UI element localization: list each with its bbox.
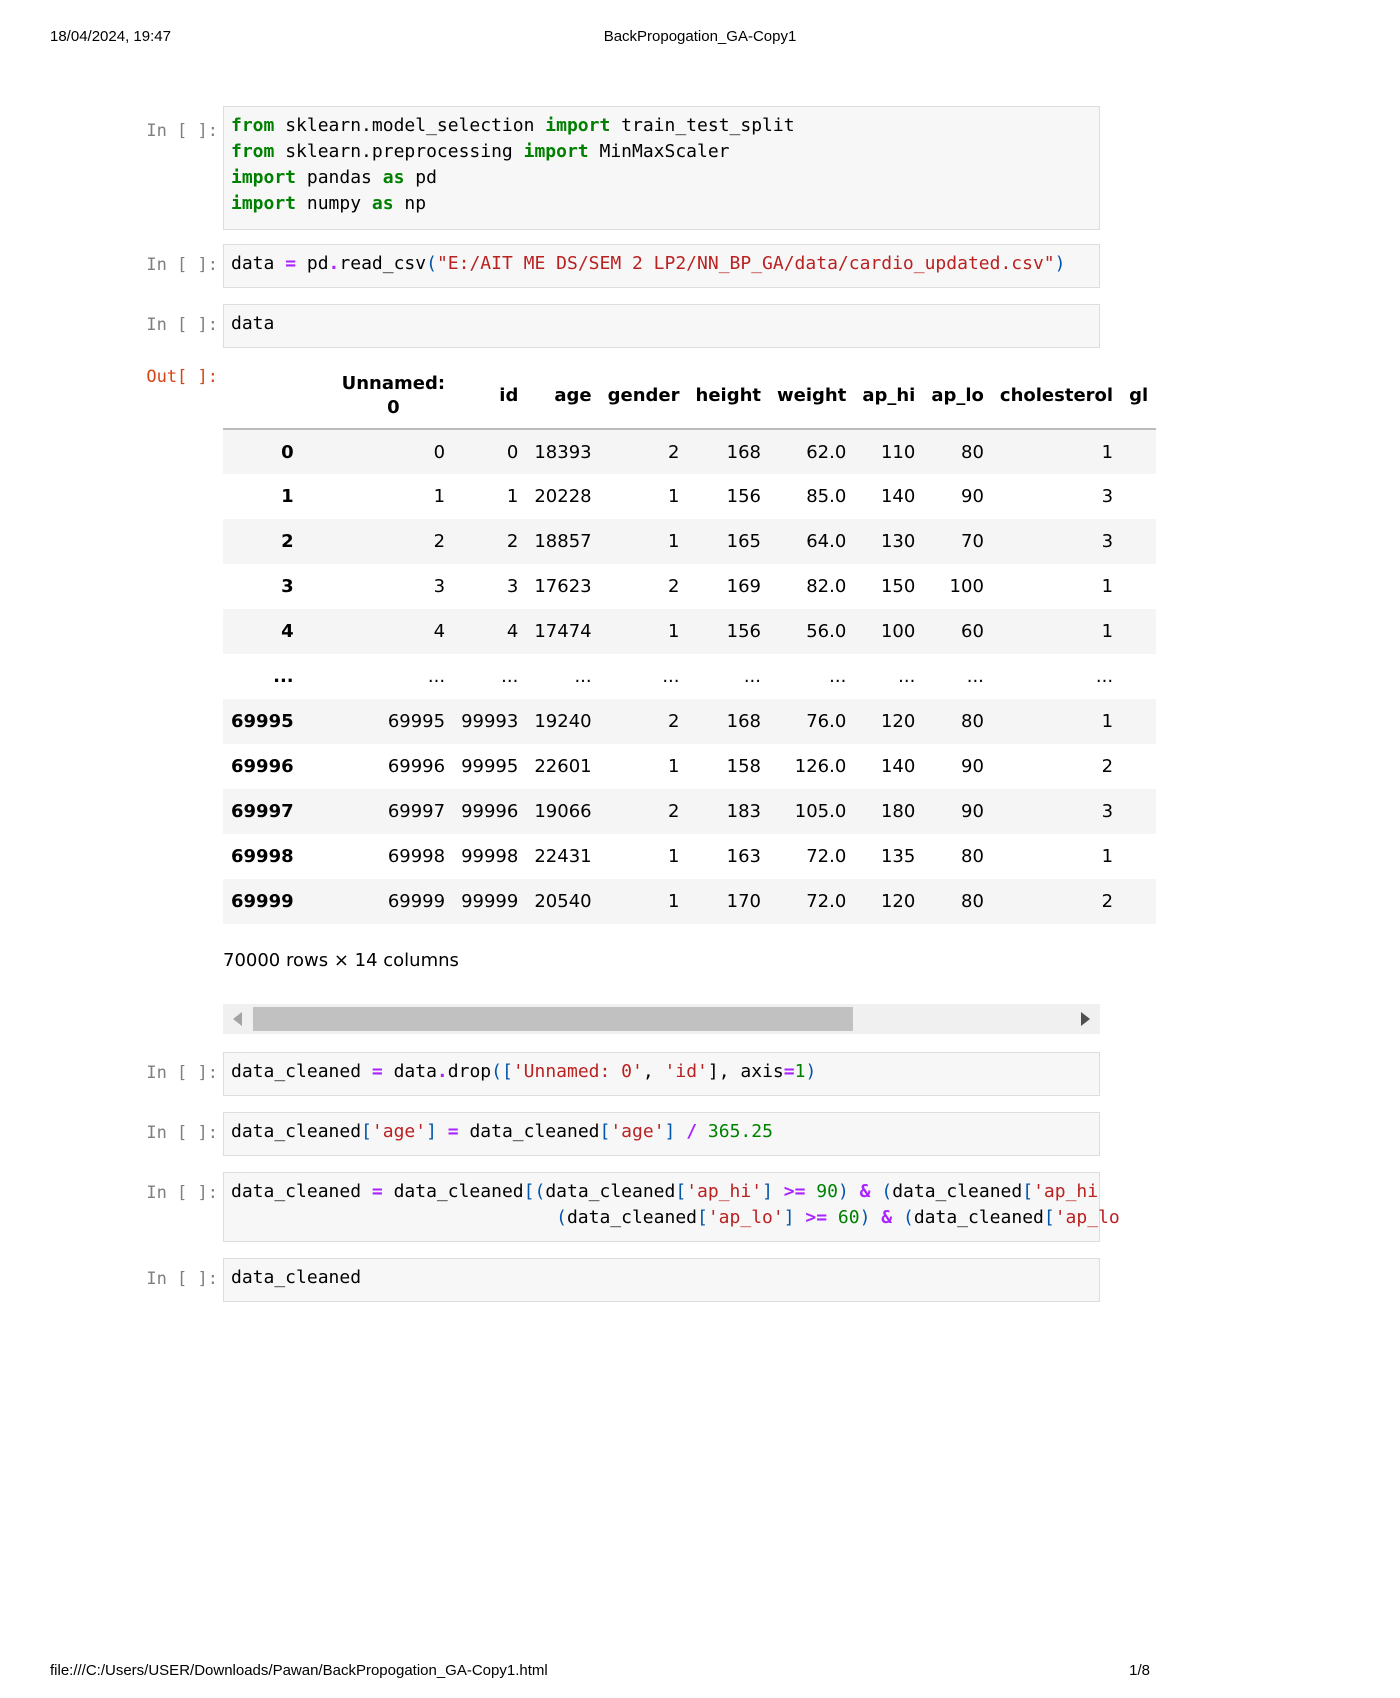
table-row (223, 609, 1156, 654)
table-cell-clipped (1121, 879, 1156, 924)
table-cell: ... (427, 666, 446, 687)
input-prompt: In [ ]: (146, 1123, 218, 1143)
index-header (223, 364, 302, 429)
column-header: height (688, 364, 770, 429)
table-cell: 165 (726, 531, 761, 552)
table-cell: 69997 (387, 801, 446, 822)
table-row (223, 699, 1156, 744)
table-cell: 72.0 (806, 891, 847, 912)
scroll-right-arrow-icon[interactable] (1081, 1012, 1090, 1026)
table-cell: 1 (668, 891, 680, 912)
table-cell: 126.0 (794, 756, 847, 777)
table-cell: 1 (506, 486, 519, 507)
table-cell: ... (1095, 666, 1114, 687)
table-cell: 69998 (387, 846, 446, 867)
table-cell: 1 (1101, 576, 1114, 597)
table-cell: 2 (668, 801, 680, 822)
table-cell: ... (662, 666, 680, 687)
table-cell: 0 (506, 441, 519, 463)
table-row (223, 789, 1156, 834)
dataframe-shape-note: 70000 rows × 14 columns (223, 950, 459, 971)
table-cell-clipped (1121, 834, 1156, 879)
table-cell: 80 (961, 441, 984, 463)
table-cell: 1 (1101, 441, 1114, 463)
table-cell: 0 (433, 441, 446, 463)
table-cell: 120 (880, 711, 916, 732)
code-input[interactable]: data = pd.read_csv("E:/AIT ME DS/SEM 2 LP2/NN_BP_GA/data/cardio_updated.csv") (223, 244, 1100, 288)
table-cell: 69999 (387, 891, 446, 912)
table-cell: 1 (433, 486, 446, 507)
table-cell: ... (574, 666, 592, 687)
table-cell-clipped (1121, 654, 1156, 699)
column-header: Unnamed: 0 (302, 364, 453, 429)
table-cell: ... (898, 666, 916, 687)
table-row (223, 429, 1156, 474)
table-cell: 168 (726, 711, 761, 732)
table-cell: 2 (506, 531, 519, 552)
column-header: ap_hi (854, 364, 923, 429)
input-prompt: In [ ]: (146, 121, 218, 141)
code-input[interactable]: from sklearn.model_selection import train_test_split from sklearn.preprocessing import MinMaxScaler import pandas as pd import numpy as np (223, 106, 1100, 230)
code-input[interactable]: data (223, 304, 1100, 348)
table-cell-clipped (1121, 699, 1156, 744)
table-cell: 72.0 (806, 846, 847, 867)
table-cell: 99995 (461, 756, 519, 777)
table-cell: 17623 (534, 576, 592, 597)
table-cell: 1 (1101, 621, 1114, 642)
table-cell: 1 (668, 756, 680, 777)
table-cell: 120 (880, 891, 916, 912)
input-prompt: In [ ]: (146, 315, 218, 335)
table-cell: 80 (961, 711, 984, 732)
input-prompt: In [ ]: (146, 255, 218, 275)
table-cell: 156 (726, 486, 761, 507)
table-cell: 76.0 (806, 711, 847, 732)
table-cell: 1 (1101, 846, 1114, 867)
table-cell: 3 (1101, 531, 1114, 552)
table-cell: 3 (433, 576, 446, 597)
row-index: 69995 (231, 711, 294, 732)
table-cell: 2 (1101, 756, 1114, 777)
table-cell: 180 (880, 801, 916, 822)
column-header: age (526, 364, 599, 429)
table-cell: 99999 (461, 891, 519, 912)
table-cell: 22601 (534, 756, 592, 777)
table-cell: 99993 (461, 711, 519, 732)
table-row (223, 474, 1156, 519)
table-cell: 69996 (387, 756, 446, 777)
row-index: 0 (281, 441, 294, 463)
table-cell: 168 (726, 441, 761, 463)
table-cell: 1 (668, 531, 680, 552)
table-cell: 2 (668, 711, 680, 732)
table-cell: 110 (880, 441, 916, 463)
table-cell: 100 (949, 576, 984, 597)
table-cell: 18393 (534, 441, 592, 463)
table-cell: 64.0 (806, 531, 847, 552)
table-row (223, 834, 1156, 879)
output-prompt: Out[ ]: (146, 367, 218, 387)
table-cell: ... (743, 666, 761, 687)
table-cell: 163 (726, 846, 761, 867)
table-cell: ... (966, 666, 984, 687)
table-cell: 80 (961, 846, 984, 867)
row-index: 2 (281, 531, 294, 552)
table-cell: 3 (1101, 801, 1114, 822)
table-cell-clipped (1121, 474, 1156, 519)
table-cell: 100 (880, 621, 916, 642)
code-input[interactable]: data_cleaned['age'] = data_cleaned['age'] / 365.25 (223, 1112, 1100, 1156)
table-cell: ... (501, 666, 519, 687)
table-cell: 60 (961, 621, 984, 642)
row-index: 3 (281, 576, 294, 597)
table-cell: 4 (506, 621, 519, 642)
table-cell: 2 (433, 531, 446, 552)
table-cell: ... (829, 666, 847, 687)
table-cell: 18857 (534, 531, 592, 552)
table-cell: 19066 (534, 801, 592, 822)
table-cell: 2 (668, 576, 680, 597)
table-cell-clipped (1121, 744, 1156, 789)
code-input[interactable]: data_cleaned = data_cleaned[(data_cleaned['ap_hi'] >= 90) & (data_cleaned['ap_hi (data_cleaned['ap_lo'] >= 60) & (data_cleaned['ap_lo (223, 1172, 1100, 1242)
scroll-left-arrow-icon[interactable] (233, 1012, 242, 1026)
input-prompt: In [ ]: (146, 1269, 218, 1289)
column-header: gender (600, 364, 688, 429)
table-cell: 17474 (534, 621, 592, 642)
row-index: ... (273, 666, 294, 687)
print-title: BackPropogation_GA-Copy1 (603, 28, 797, 45)
table-cell: 19240 (534, 711, 592, 732)
column-header: cholesterol (992, 364, 1121, 429)
table-cell: 69995 (387, 711, 446, 732)
table-cell: 156 (726, 621, 761, 642)
table-cell-clipped (1121, 789, 1156, 834)
table-cell: 150 (880, 576, 916, 597)
input-prompt: In [ ]: (146, 1063, 218, 1083)
table-cell: 85.0 (806, 486, 847, 507)
table-cell: 158 (726, 756, 761, 777)
table-cell: 3 (506, 576, 519, 597)
table-cell: 170 (726, 891, 761, 912)
table-cell: 183 (726, 801, 761, 822)
row-index: 4 (281, 621, 294, 642)
table-cell: 99998 (461, 846, 519, 867)
table-row (223, 519, 1156, 564)
table-cell: 80 (961, 891, 984, 912)
table-cell: 140 (880, 756, 916, 777)
table-cell-clipped (1121, 429, 1156, 474)
table-cell: 99996 (461, 801, 519, 822)
column-header: ap_lo (923, 364, 992, 429)
scrollbar-thumb[interactable] (253, 1007, 853, 1031)
table-cell: 169 (726, 576, 761, 597)
table-cell-clipped (1121, 564, 1156, 609)
dataframe-output (223, 364, 1149, 944)
row-index: 69999 (231, 891, 294, 912)
code-input[interactable]: data_cleaned (223, 1258, 1100, 1302)
table-row (223, 564, 1156, 609)
column-header: gl (1121, 364, 1156, 429)
table-cell: 1 (668, 486, 680, 507)
table-cell: 2 (668, 441, 680, 463)
row-index: 69997 (231, 801, 294, 822)
table-row (223, 654, 1156, 699)
table-row (223, 879, 1156, 924)
column-header: weight (769, 364, 854, 429)
row-index: 1 (281, 486, 294, 507)
column-header: id (453, 364, 526, 429)
table-cell: 130 (880, 531, 916, 552)
table-cell: 20540 (534, 891, 592, 912)
table-cell: 90 (961, 756, 984, 777)
print-page-number: 1/8 (1129, 1662, 1150, 1679)
row-index: 69996 (231, 756, 294, 777)
table-cell: 2 (1101, 891, 1114, 912)
table-cell: 56.0 (806, 621, 847, 642)
table-cell-clipped (1121, 609, 1156, 654)
dataframe-table (223, 364, 1156, 924)
table-cell: 1 (668, 621, 680, 642)
table-cell: 82.0 (806, 576, 847, 597)
table-cell-clipped (1121, 519, 1156, 564)
code-input[interactable]: data_cleaned = data.drop(['Unnamed: 0', 'id'], axis=1) (223, 1052, 1100, 1096)
table-cell: 4 (433, 621, 446, 642)
print-file-path: file:///C:/Users/USER/Downloads/Pawan/BackPropogation_GA-Copy1.html (50, 1662, 548, 1679)
input-prompt: In [ ]: (146, 1183, 218, 1203)
table-cell: 90 (961, 801, 984, 822)
table-cell: 62.0 (806, 441, 847, 463)
table-cell: 20228 (534, 486, 592, 507)
horizontal-scrollbar[interactable] (223, 1004, 1100, 1034)
table-cell: 1 (1101, 711, 1114, 732)
table-cell: 90 (961, 486, 984, 507)
table-header-row (223, 364, 1156, 429)
print-date: 18/04/2024, 19:47 (50, 28, 171, 45)
table-cell: 135 (880, 846, 916, 867)
table-cell: 3 (1101, 486, 1114, 507)
table-row (223, 744, 1156, 789)
table-cell: 1 (668, 846, 680, 867)
table-cell: 70 (961, 531, 984, 552)
table-cell: 105.0 (794, 801, 847, 822)
table-cell: 140 (880, 486, 916, 507)
row-index: 69998 (231, 846, 294, 867)
table-cell: 22431 (534, 846, 592, 867)
